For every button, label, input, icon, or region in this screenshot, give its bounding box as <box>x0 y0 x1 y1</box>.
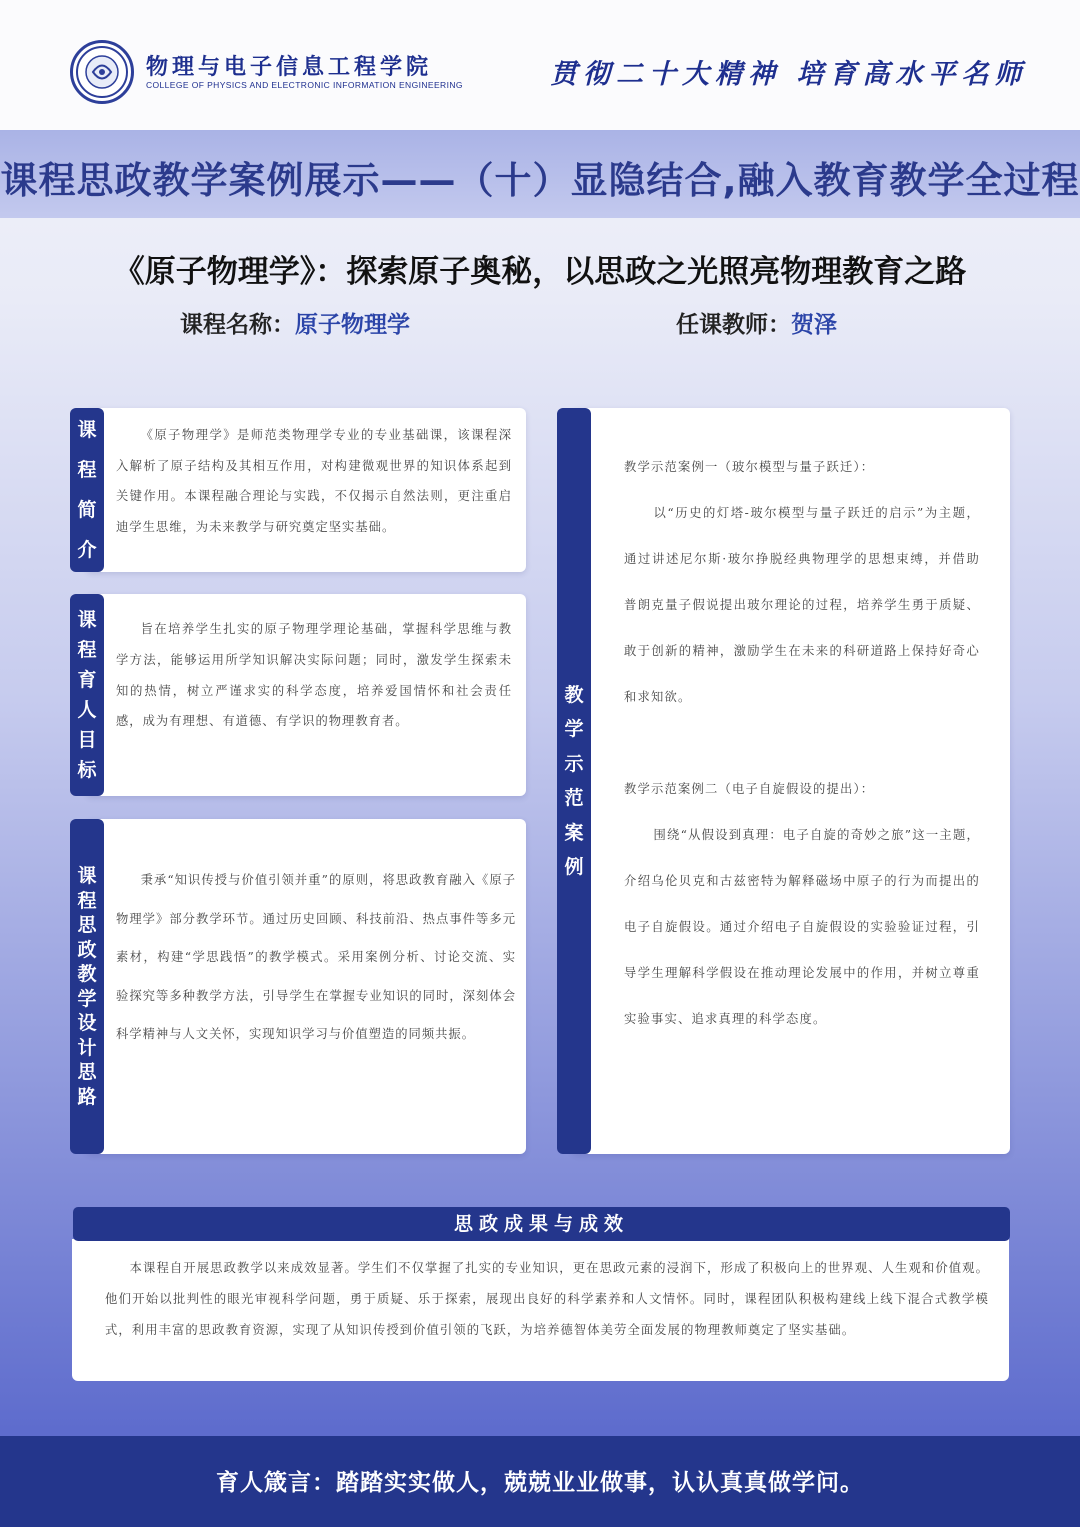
results-text: 本课程自开展思政教学以来成效显著。学生们不仅掌握了扎实的专业知识，更在思政元素的浸润下，形成了积极向上的世界观、人生观和价值观。他们开始以批判性的眼光审视科学问题，勇于质疑、乐于探索，展现出良好的科学素养和人文情怀。同时，课程团队积极构建线上线下混合式教学模式，利用丰富的思政教育资源，实现了从知识传授到价值引领的飞跃，为培养德智体美劳全面发展的物理教师奠定了坚实基础。 <box>105 1261 989 1337</box>
course-value: 原子物理学 <box>295 312 410 338</box>
teacher-info <box>676 306 837 339</box>
header-slogan: 贯彻二十大精神 培育高水平名师 <box>550 59 1028 90</box>
page-header <box>0 0 1080 130</box>
design-tab-label: 课程思政教学设计思路 <box>77 865 97 1108</box>
goals-text: 旨在培养学生扎实的原子物理学理论基础，掌握科学思维与教学方法，能够运用所学知识解决实际问题；同时，激发学生探索未知的热情，树立严谨求实的科学态度，培养爱国情怀和社会责任感，成为有理想、有道德、有学识的物理教育者。 <box>116 622 512 729</box>
footer-motto: 育人箴言：踏踏实实做人，兢兢业业做事，认认真真做学问。 <box>216 1470 864 1496</box>
intro-card <box>86 408 526 572</box>
cases-card <box>572 408 1010 1154</box>
case2-body: 围绕“从假设到真理：电子自旋的奇妙之旅”这一主题，介绍乌伦贝克和古兹密特为解释磁场中原子的行为而提出的电子自旋假设。通过介绍电子自旋假设的实验验证过程，引导学生理解科学假设在推动理论发展中的作用，并树立尊重实验事实、追求真理的科学态度。 <box>624 828 980 1026</box>
results-card <box>72 1239 1009 1381</box>
teacher-value: 贺泽 <box>791 312 837 338</box>
goals-tab-label: 课程育人目标 <box>77 609 97 781</box>
page-footer <box>0 1436 1080 1527</box>
course-label: 课程名称： <box>180 312 295 338</box>
goals-card <box>86 594 526 796</box>
cases-content <box>624 444 980 1042</box>
college-seal-icon <box>70 40 134 104</box>
college-name: 物理与电子信息工程学院 <box>146 55 433 80</box>
teacher-label: 任课教师： <box>676 312 791 338</box>
cases-tab-label: 教学示范案例 <box>564 683 584 878</box>
case2-heading: 教学示范案例二（电子自旋假设的提出）： <box>624 782 875 796</box>
course-name-info <box>180 306 410 339</box>
goals-tab <box>70 594 104 796</box>
intro-tab <box>70 408 104 572</box>
results-title: 思政成果与成效 <box>73 1207 1010 1241</box>
college-name-en: COLLEGE OF PHYSICS AND ELECTRONIC INFORMATION ENGINEERING <box>146 80 463 90</box>
page-subtitle: 《原子物理学》：探索原子奥秘，以思政之光照亮物理教育之路 <box>113 254 967 290</box>
cases-tab <box>557 408 591 1154</box>
case1-body: 以“历史的灯塔-玻尔模型与量子跃迁的启示”为主题，通过讲述尼尔斯·玻尔挣脱经典物理学的思想束缚，并借助普朗克量子假说提出玻尔理论的过程，培养学生勇于质疑、敢于创新的精神，激励学生在未来的科研道路上保持好奇心和求知欲。 <box>624 506 980 704</box>
design-card <box>86 819 526 1154</box>
case1-heading: 教学示范案例一（玻尔模型与量子跃迁）： <box>624 460 875 474</box>
intro-tab-label: 课程简介 <box>77 419 97 561</box>
intro-text: 《原子物理学》是师范类物理学专业的专业基础课，该课程深入解析了原子结构及其相互作用，对构建微观世界的知识体系起到关键作用。本课程融合理论与实践，不仅揭示自然法则，更注重启迪学生思维，为未来教学与研究奠定坚实基础。 <box>116 428 512 534</box>
title-band <box>0 130 1080 218</box>
page-title: 课程思政教学案例展示——（十）显隐结合,融入教育教学全过程 <box>0 159 1080 202</box>
design-tab <box>70 819 104 1154</box>
design-text: 秉承“知识传授与价值引领并重”的原则，将思政教育融入《原子物理学》部分教学环节。通过历史回顾、科技前沿、热点事件等多元素材，构建“学思践悟”的教学模式。采用案例分析、讨论交流、实验探究等多种教学方法，引导学生在掌握专业知识的同时，深刻体会科学精神与人文关怀，实现知识学习与价值塑造的同频共振。 <box>116 873 516 1042</box>
